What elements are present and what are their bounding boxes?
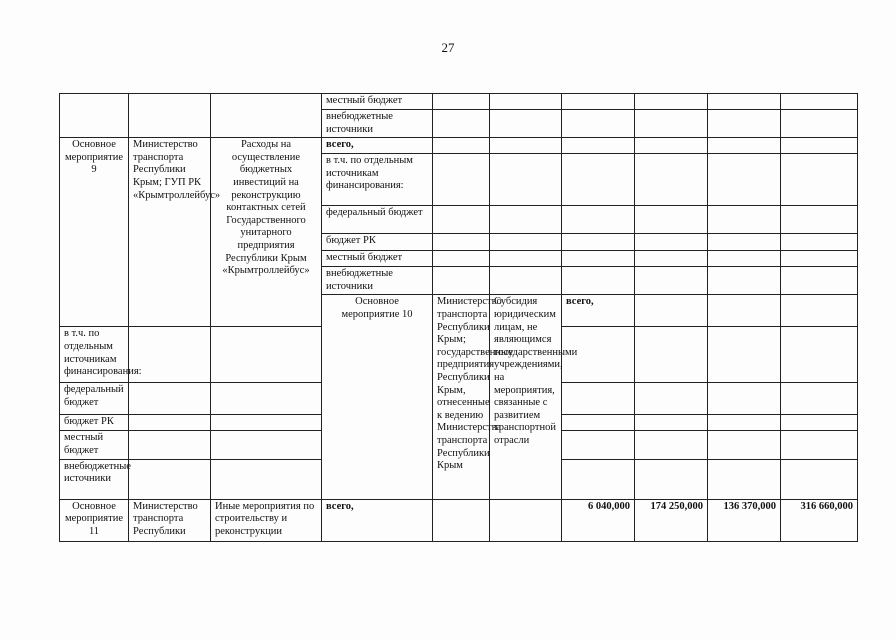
source-total: всего, bbox=[562, 295, 635, 327]
source-extra: внебюджетные источники bbox=[60, 459, 129, 499]
value-cell: 316 660,000 bbox=[781, 499, 858, 541]
table-row bbox=[60, 138, 858, 154]
source-federal: федеральный бюджет bbox=[322, 206, 433, 234]
source-total: всего, bbox=[322, 499, 433, 541]
measure-10-name: Основное мероприятие 10 bbox=[322, 295, 433, 499]
source-rk: бюджет РК bbox=[60, 415, 129, 431]
source-federal: федеральный бюджет bbox=[60, 383, 129, 415]
table-row bbox=[60, 94, 858, 110]
source-total: всего, bbox=[322, 138, 433, 154]
value-cell: 136 370,000 bbox=[708, 499, 781, 541]
source-incl: в т.ч. по отдельным источникам финансирования: bbox=[322, 154, 433, 206]
source-rk: бюджет РК bbox=[322, 234, 433, 251]
source-local: местный бюджет bbox=[322, 94, 433, 110]
measure-11-name: Основное мероприятие 11 bbox=[60, 499, 129, 541]
source-local: местный бюджет bbox=[322, 251, 433, 267]
source-extra: внебюджетные источники bbox=[322, 267, 433, 295]
table-row bbox=[60, 499, 858, 541]
page-number: 27 bbox=[441, 40, 455, 55]
source-extra: внебюджетные источники bbox=[322, 110, 433, 138]
measure-9-description: Расходы на осуществление бюджетных инвестиций на реконструкцию контактных сетей Государственного унитарного предприятия Республики Крым «Крымтроллейбус» bbox=[211, 138, 322, 327]
measure-9-name: Основное мероприятие 9 bbox=[60, 138, 129, 327]
budget-table bbox=[59, 93, 858, 542]
measure-10-executor: Министерство транспорта Республики Крым; государственные предприятия Республики Крым, отнесенные к ведению Министерства транспорта Республики Крым bbox=[433, 295, 490, 499]
measure-10-description: Субсидия юридическим лицам, не являющимся государственными учреждениями, на мероприятия, связанные с развитием транспортной отрасли bbox=[490, 295, 562, 499]
value-cell: 6 040,000 bbox=[562, 499, 635, 541]
measure-9-executor: Министерство транспорта Республики Крым; ГУП РК «Крымтроллейбус» bbox=[129, 138, 211, 327]
value-cell: 174 250,000 bbox=[635, 499, 708, 541]
measure-11-executor: Министерство транспорта Республики bbox=[129, 499, 211, 541]
measure-11-description: Иные мероприятия по строительству и реконструкции bbox=[211, 499, 322, 541]
source-incl: в т.ч. по отдельным источникам финансирования: bbox=[60, 327, 129, 383]
source-local: местный бюджет bbox=[60, 431, 129, 459]
